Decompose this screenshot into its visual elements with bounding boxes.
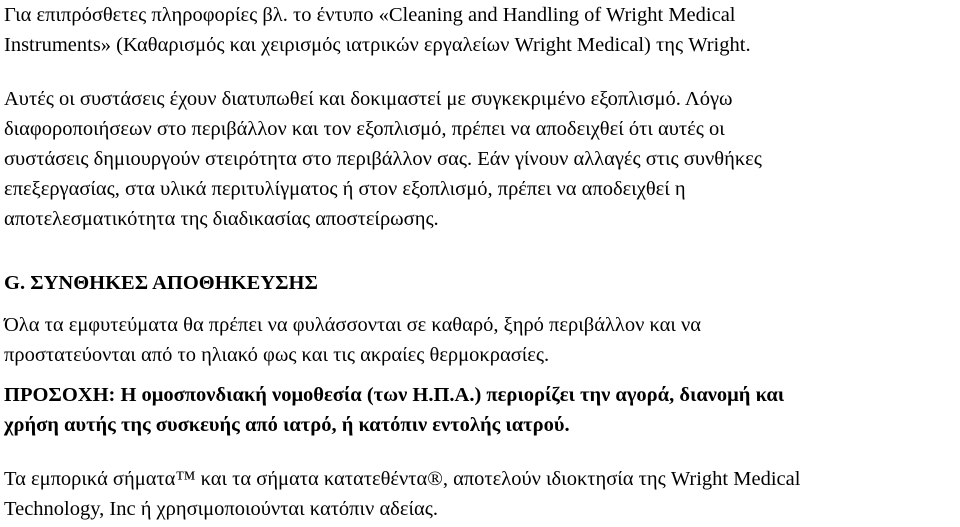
recommendations-line: Αυτές οι συστάσεις έχουν διατυπωθεί και δοκιμαστεί με συγκεκριμένο εξοπλισμό. Λόγω xyxy=(4,88,733,110)
storage-paragraph xyxy=(4,310,958,370)
trademarks-line: Τα εμπορικά σήματα™ και τα σήματα κατατεθέντα®, αποτελούν ιδιοκτησία της Wright Medical xyxy=(4,468,801,490)
recommendations-paragraph xyxy=(4,84,958,234)
section-heading: G. ΣΥΝΘΗΚΕΣ ΑΠΟΘΗΚΕΥΣΗΣ xyxy=(4,272,318,294)
caution-line: χρήση αυτής της συσκευής από ιατρό, ή κατόπιν εντολής ιατρού. xyxy=(4,414,570,436)
recommendations-line: επεξεργασίας, στα υλικά περιτυλίγματος ή στον εξοπλισμό, πρέπει να αποδειχθεί η xyxy=(4,178,686,200)
recommendations-line: διαφοροποιήσεων στο περιβάλλον και τον εξοπλισμό, πρέπει να αποδειχθεί ότι αυτές οι xyxy=(4,118,725,140)
recommendations-line: αποτελεσματικότητα της διαδικασίας αποστείρωσης. xyxy=(4,208,439,230)
recommendations-line: συστάσεις δημιουργούν στειρότητα στο περιβάλλον σας. Εάν γίνουν αλλαγές στις συνθήκες xyxy=(4,148,762,170)
caution-paragraph xyxy=(4,380,958,440)
storage-line: Όλα τα εμφυτεύματα θα πρέπει να φυλάσσονται σε καθαρό, ξηρό περιβάλλον και να xyxy=(4,314,701,336)
intro-line: Για επιπρόσθετες πληροφορίες βλ. το έντυπο «Cleaning and Handling of Wright Medical xyxy=(4,4,736,26)
trademarks-paragraph xyxy=(4,464,958,524)
intro-paragraph xyxy=(4,0,958,60)
storage-conditions-heading xyxy=(4,268,958,298)
intro-line: Instruments» (Καθαρισμός και χειρισμός ιατρικών εργαλείων Wright Medical) της Wright. xyxy=(4,34,751,56)
trademarks-line: Technology, Inc ή χρησιμοποιούνται κατόπιν αδείας. xyxy=(4,498,438,520)
caution-line: ΠΡΟΣΟΧΗ: Η ομοσπονδιακή νομοθεσία (των Η.Π.Α.) περιορίζει την αγορά, διανομή και xyxy=(4,384,785,406)
storage-line: προστατεύονται από το ηλιακό φως και τις ακραίες θερμοκρασίες. xyxy=(4,344,550,366)
